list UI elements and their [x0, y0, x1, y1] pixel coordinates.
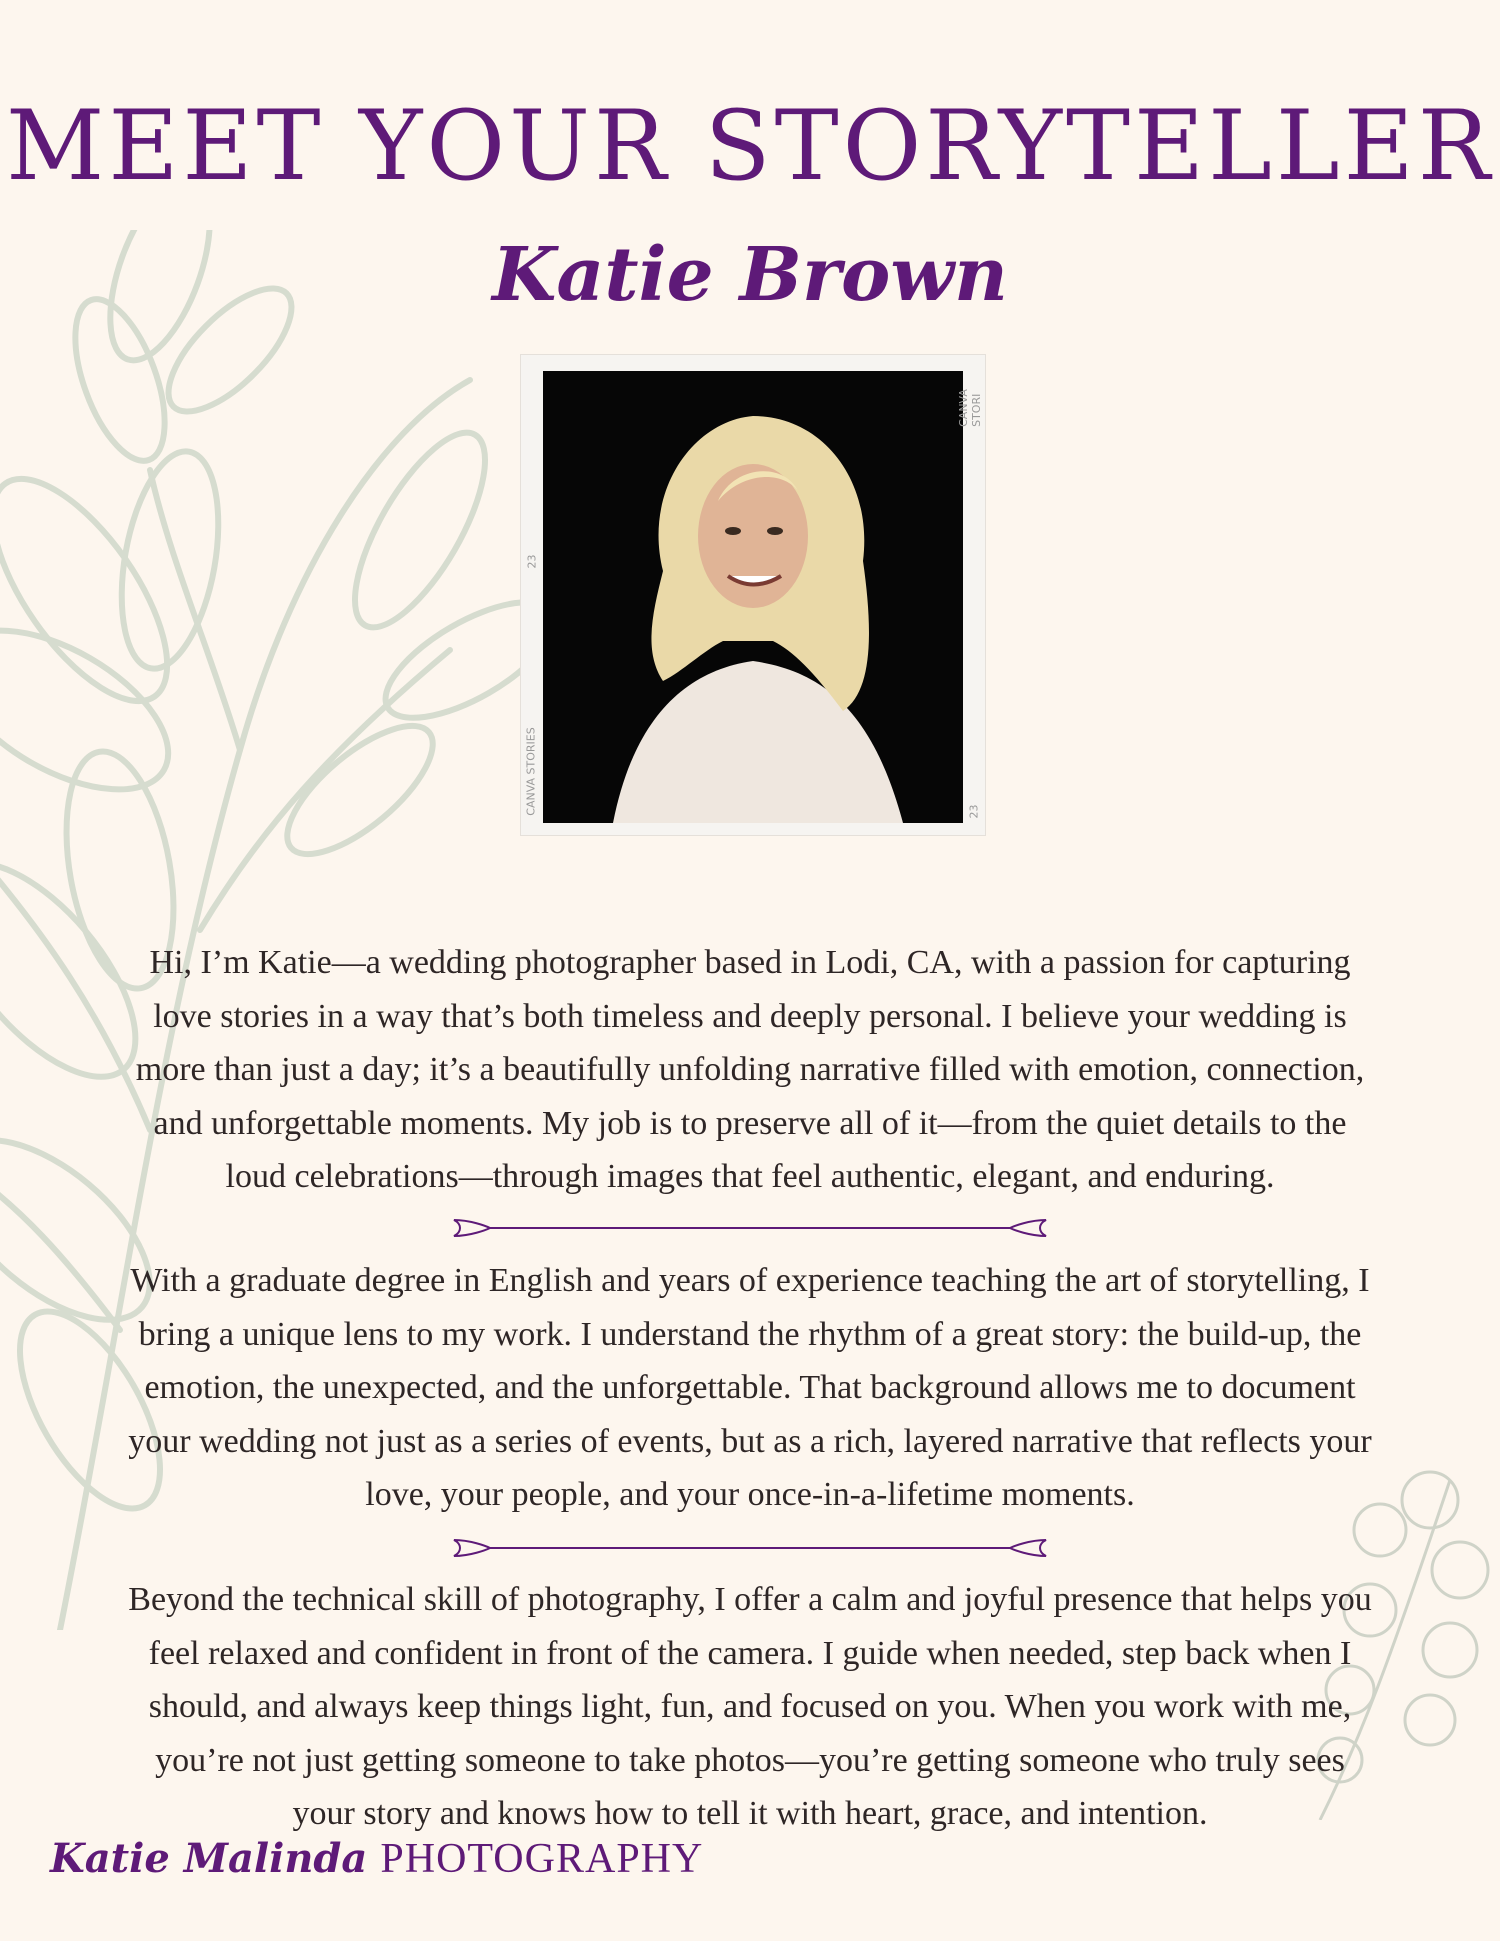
- portrait-illustration: [543, 371, 963, 823]
- brand-script-name: Katie Malinda: [50, 1835, 368, 1882]
- bio-paragraph-approach: Beyond the technical skill of photography, I offer a calm and joyful presence that helps you feel relaxed and confident in front of the camera. I guide when needed, step back when I should, and always keep things light, fun, and focused on you. When you work with me, you’re not just getting someone to take photos—you’re getting someone who truly sees your story and knows how to tell it with heart, grace, and intention.: [128, 1581, 1372, 1832]
- ornamental-divider: [450, 1216, 1050, 1240]
- bio-paragraph-background: With a graduate degree in English and years of experience teaching the art of storytelling, I bring a unique lens to my work. I understand the rhythm of a great story: the build-up, the emotion, the unexpected, and the unforgettable. That background allows me to document your wedding not just as a series of events, but as a rich, layered narrative that reflects your love, your people, and your once-in-a-lifetime moments.: [128, 1262, 1372, 1513]
- film-label-left: CANVA STORIES: [524, 727, 538, 816]
- brand-signature: [50, 1835, 703, 1883]
- photo-frame: [520, 354, 986, 836]
- photographer-name: Katie Brown: [492, 232, 1008, 318]
- brand-caps-word: PHOTOGRAPHY: [380, 1836, 704, 1882]
- frame-number-left: 23: [525, 554, 539, 569]
- film-label-right: CANVA STORI: [956, 389, 983, 427]
- portrait-photo: [543, 371, 963, 823]
- frame-number-right: 23: [967, 804, 981, 819]
- ornamental-divider: [450, 1536, 1050, 1560]
- bio-paragraph-intro: Hi, I’m Katie—a wedding photographer based in Lodi, CA, with a passion for capturing love stories in a way that’s both timeless and deeply personal. I believe your wedding is more than just a day; it’s a beautifully unfolding narrative filled with emotion, connection, and unforgettable moments. My job is to preserve all of it—from the quiet details to the loud celebrations—through images that feel authentic, elegant, and enduring.: [135, 944, 1365, 1195]
- page-title: MEET YOUR STORYTELLER: [6, 90, 1494, 202]
